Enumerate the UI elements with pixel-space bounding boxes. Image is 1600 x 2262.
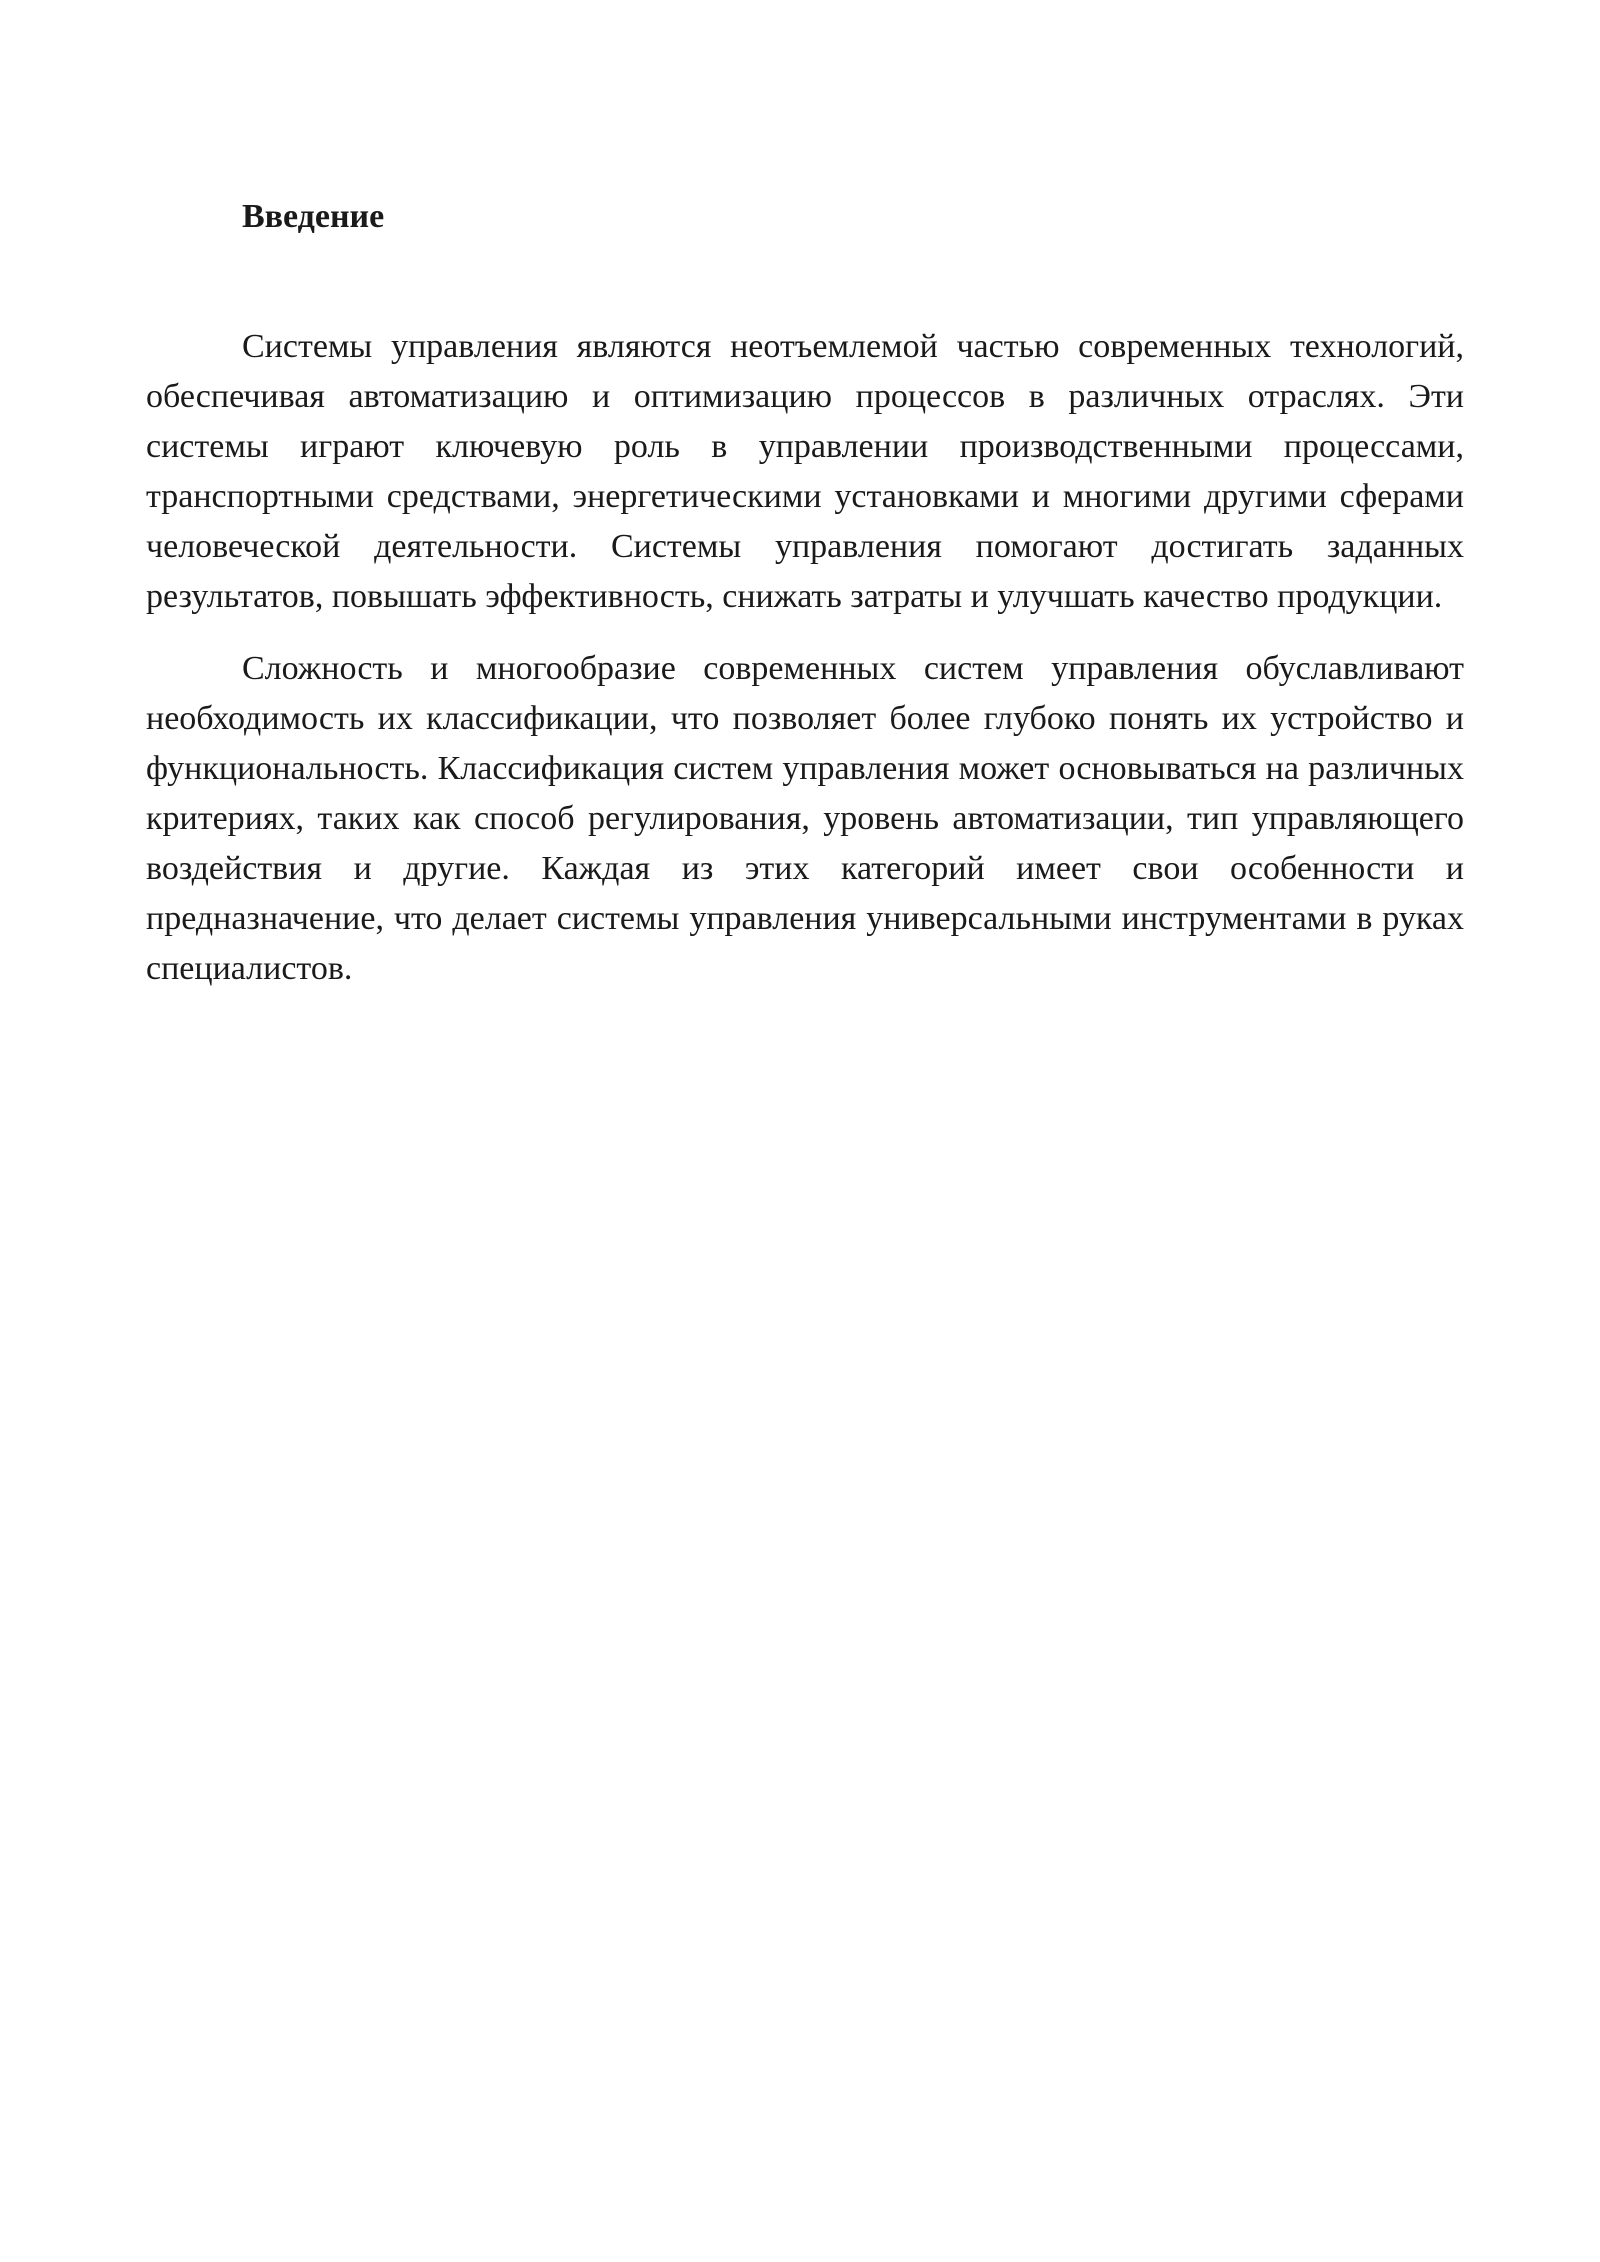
document-body: [146, 192, 1464, 1016]
paragraph-2: Сложность и многообразие современных систем управления обуславливают необходимость их классификации, что позволяет более глубоко понять их устройство и функциональность. Классификация систем управления может основываться на различных критериях, таких как способ регулирования, уровень автоматизации, тип управляющего воздействия и другие. Каждая из этих категорий имеет свои особенности и предназначение, что делает системы управления универсальными инструментами в руках специалистов.: [146, 650, 1464, 987]
paragraph-1: Системы управления являются неотъемлемой частью современных технологий, обеспечивая автоматизацию и оптимизацию процессов в различных отраслях. Эти системы играют ключевую роль в управлении производственными процессами, транспортными средствами, энергетическими установками и многими другими сферами человеческой деятельности. Системы управления помогают достигать заданных результатов, повышать эффективность, снижать затраты и улучшать качество продукции.: [146, 328, 1464, 615]
section-heading: Введение: [242, 198, 385, 235]
